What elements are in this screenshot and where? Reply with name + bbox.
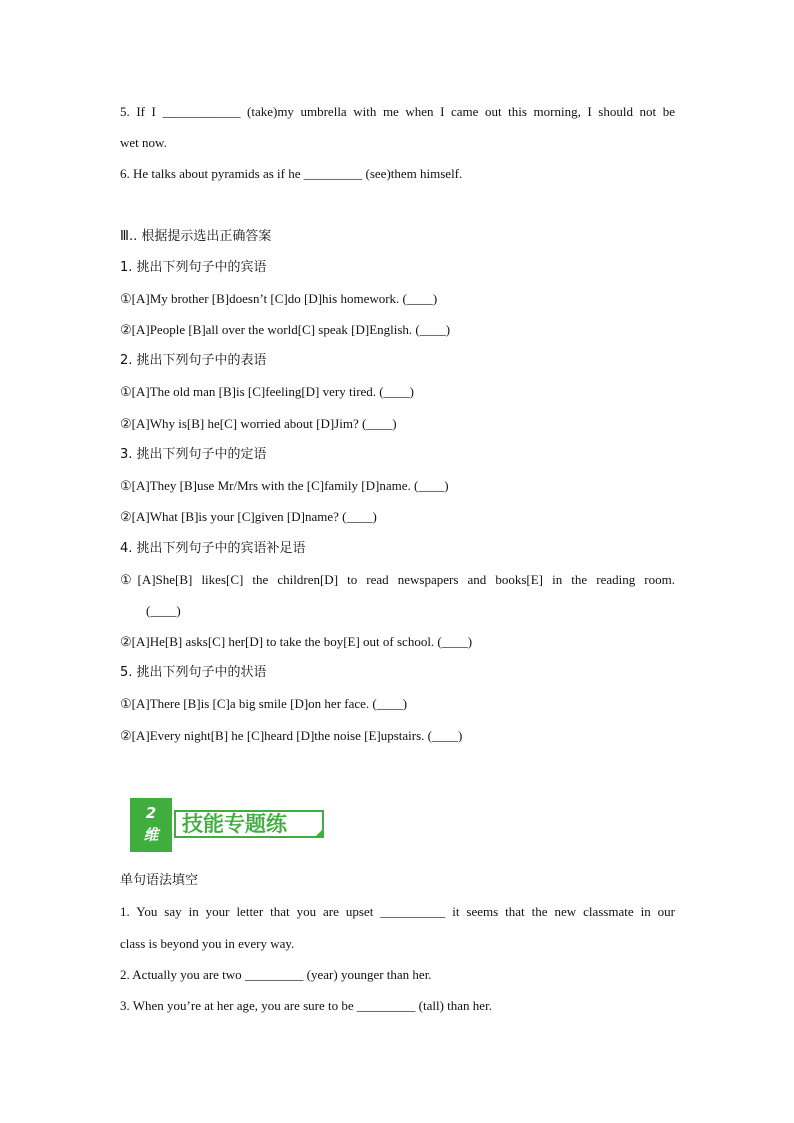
group5-item-a: ①[A]There [B]is [C]a big smile [D]on her face. (____) <box>120 696 408 711</box>
group5-title: 5. 挑出下列句子中的状语 <box>120 665 267 680</box>
q6: 6. He talks about pyramids as if he _________ (see)them himself. <box>120 166 463 181</box>
q5-line2: wet now. <box>120 135 167 150</box>
badge-number <box>130 798 172 852</box>
group3-item-b: ②[A]What [B]is your [C]given [D]name? (____) <box>120 509 377 524</box>
fill-q1-line2: class is beyond you in every way. <box>120 936 295 951</box>
group3-title: 3. 挑出下列句子中的定语 <box>120 447 267 462</box>
fill-q2: 2. Actually you are two _________ (year) younger than her. <box>120 967 432 982</box>
group1-item-b: ②[A]People [B]all over the world[C] speak [D]English. (____) <box>120 322 451 337</box>
group4-item-b: ②[A]He[B] asks[C] her[D] to take the boy[E] out of school. (____) <box>120 634 473 649</box>
fill-q3: 3. When you’re at her age, you are sure to be _________ (tall) than her. <box>120 998 492 1013</box>
group5-item-b: ②[A]Every night[B] he [C]heard [D]the noise [E]upstairs. (____) <box>120 728 463 743</box>
section-badge <box>130 798 326 852</box>
group4-item-a: ①[A]She[B] likes[C] the children[D] to read newspapers and books[E] in the reading room. <box>120 572 675 587</box>
badge-number-top: 2 <box>145 804 157 822</box>
badge-corner-decoration <box>314 828 324 838</box>
badge-number-bottom: 维 <box>143 826 159 844</box>
group4-title: 4. 挑出下列句子中的宾语补足语 <box>120 541 306 556</box>
group3-item-a: ①[A]They [B]use Mr/Mrs with the [C]family [D]name. (____) <box>120 478 449 493</box>
group4-item-a-answer: (____) <box>146 603 181 618</box>
group1-title: 1. 挑出下列句子中的宾语 <box>120 260 267 275</box>
group2-item-b: ②[A]Why is[B] he[C] worried about [D]Jim? (____) <box>120 416 397 431</box>
badge-title: 技能专题练 <box>174 810 324 838</box>
section4-heading: 单句语法填空 <box>120 873 199 888</box>
group2-item-a: ①[A]The old man [B]is [C]feeling[D] very tired. (____) <box>120 384 414 399</box>
section3-heading: Ⅲ.. 根据提示选出正确答案 <box>120 229 272 244</box>
q5-line1: 5. If I ____________ (take)my umbrella with me when I came out this morning, I should not be <box>120 104 675 119</box>
group2-title: 2. 挑出下列句子中的表语 <box>120 353 267 368</box>
group1-item-a: ①[A]My brother [B]doesn’t [C]do [D]his homework. (____) <box>120 291 438 306</box>
fill-q1-line1: 1. You say in your letter that you are upset __________ it seems that the new classmate in our <box>120 904 675 919</box>
